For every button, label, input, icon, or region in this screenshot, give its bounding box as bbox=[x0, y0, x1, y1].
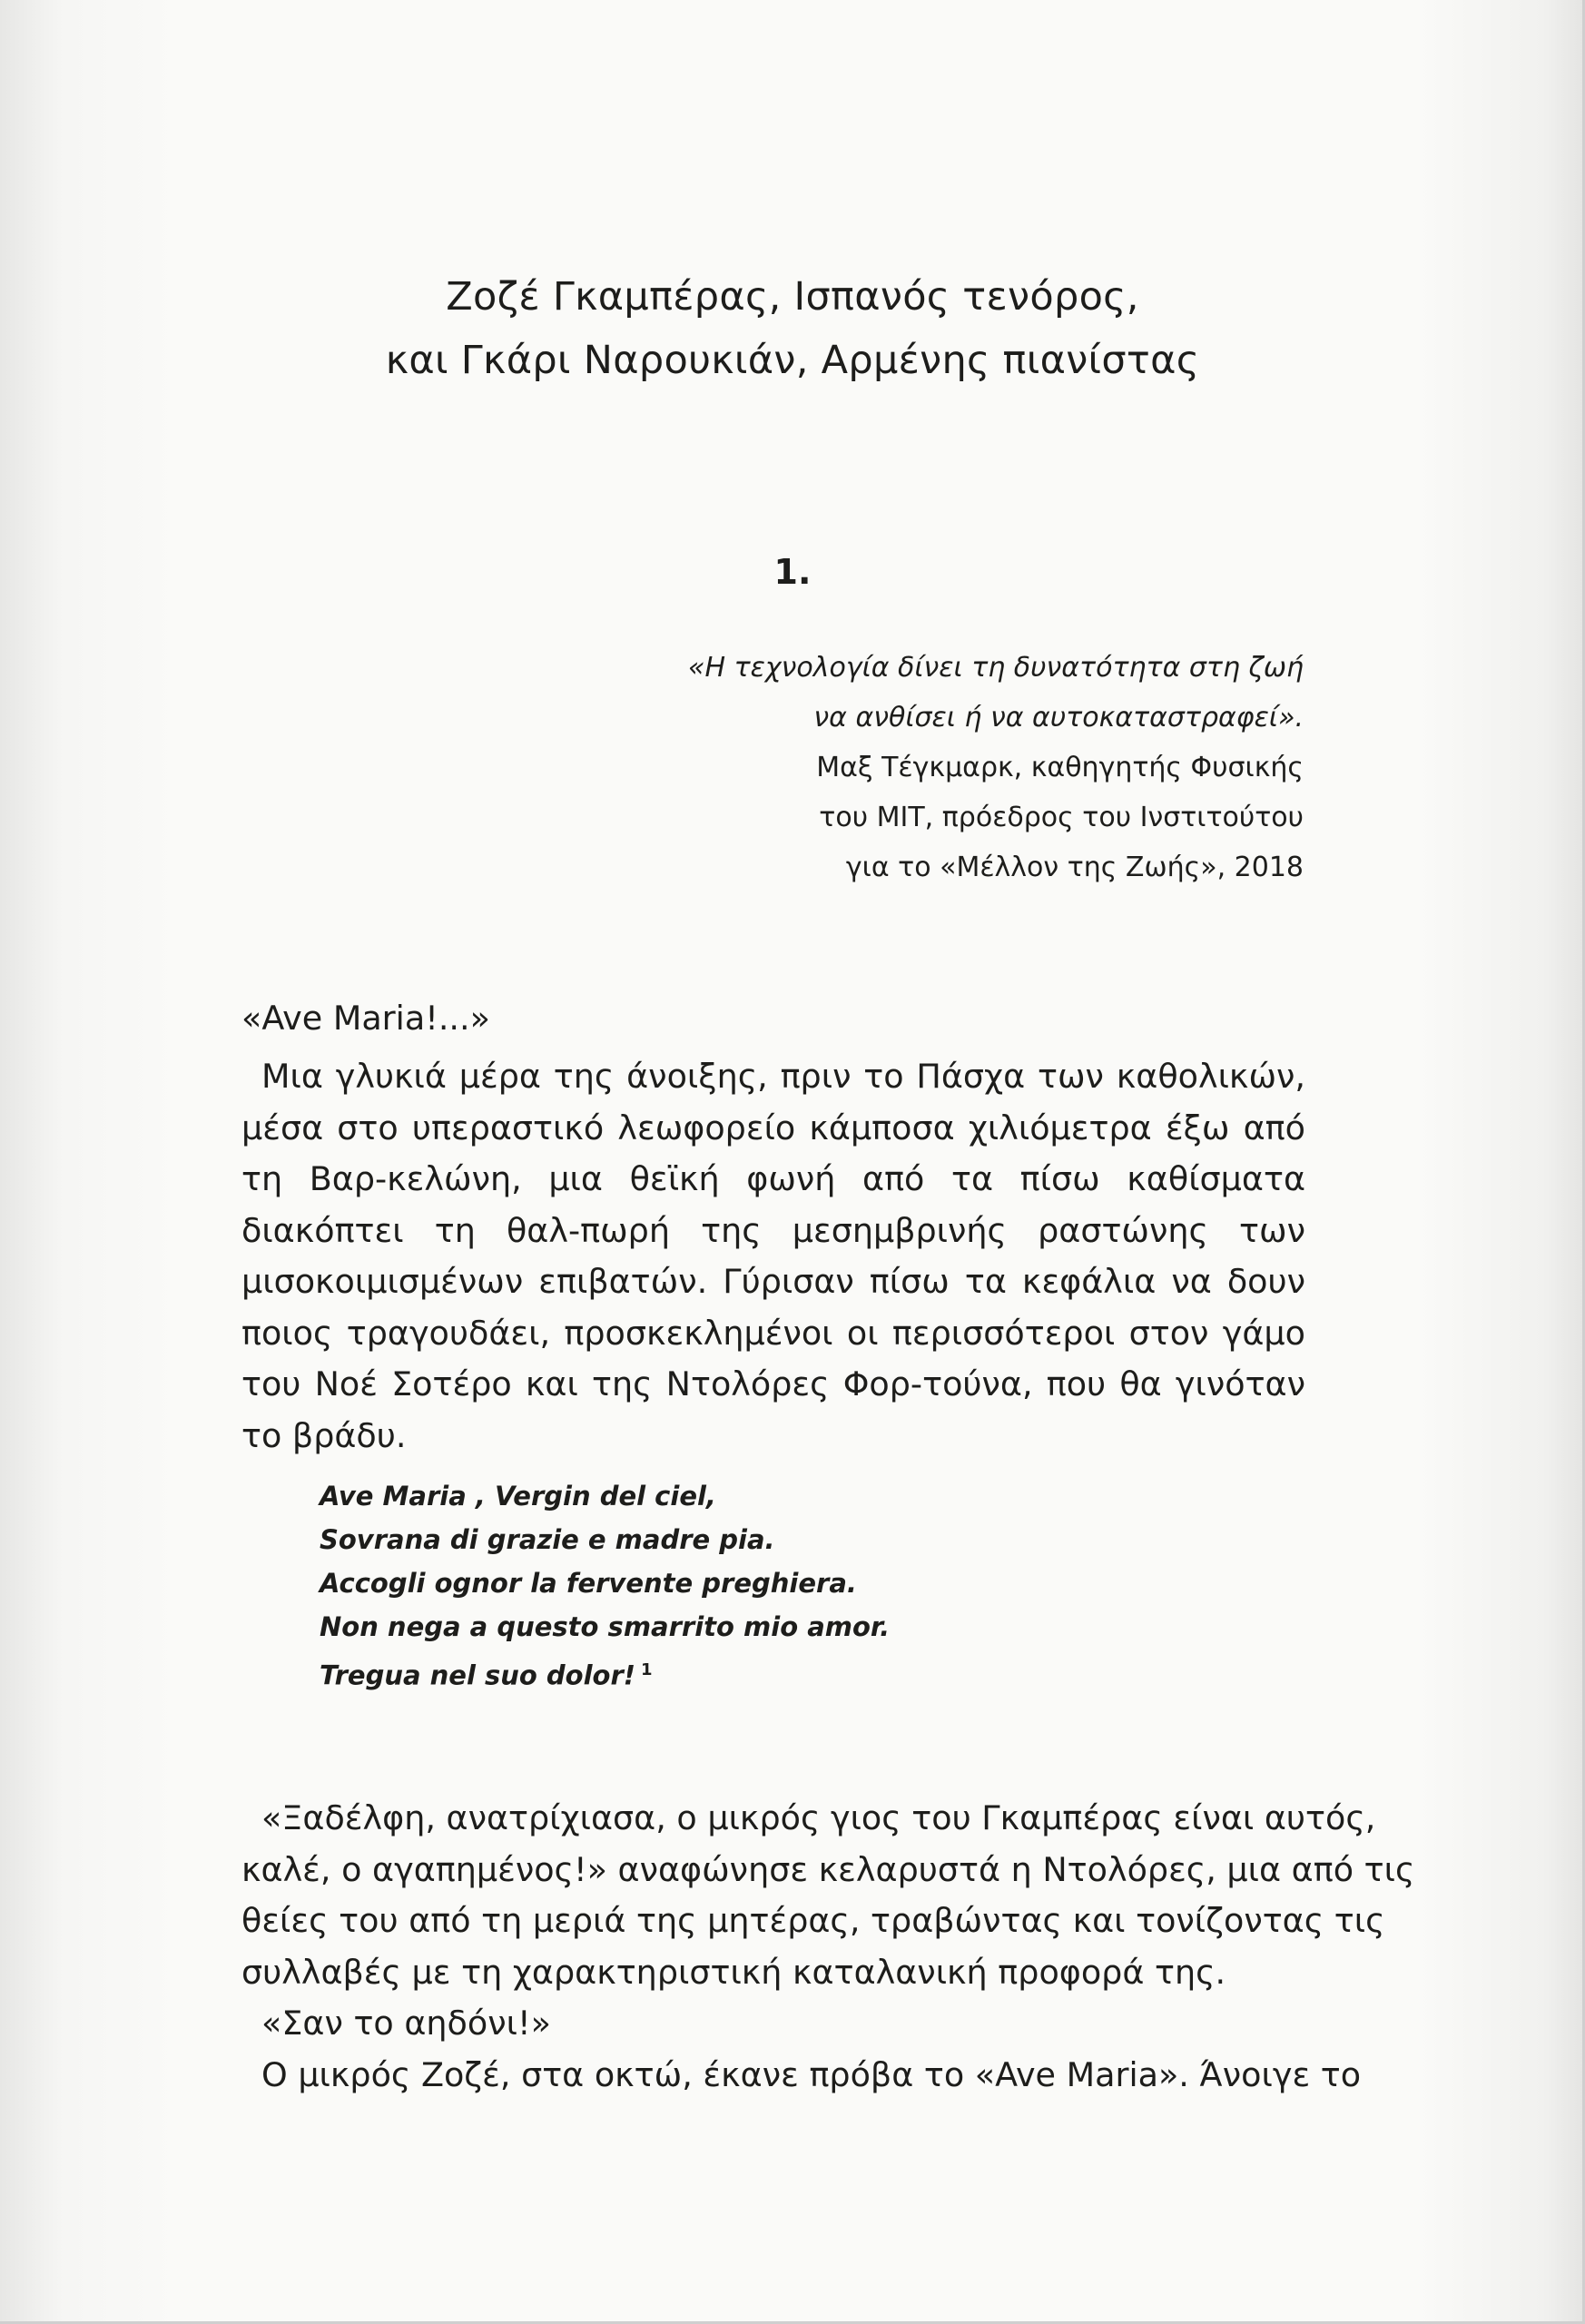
chapter-title-line-1: Ζοζέ Γκαμπέρας, Ισπανός τενόρος, bbox=[446, 274, 1139, 320]
p1-line-1: Μια γλυκιά μέρα της άνοιξης, πριν το Πάσχα των καθολικών, μέσα bbox=[241, 1057, 1305, 1147]
verse-line-5-text: Tregua nel suo dolor! bbox=[320, 1659, 635, 1691]
verse-line-3: Accogli ognor la fervente preghiera. bbox=[320, 1568, 857, 1599]
p1-line-6: οι περισσότεροι στον γάμο του Νοέ Σοτέρο και της Ντολόρες Φορ- bbox=[241, 1313, 1305, 1403]
opening-line: «Ave Maria!...» bbox=[241, 999, 490, 1038]
p2-line-4: συλλαβές με τη χαρακτηριστική καταλανική προφορά της. bbox=[241, 1952, 1226, 1992]
verse-line-5 bbox=[320, 1649, 890, 1698]
dialogue-line-4: Ο μικρός Ζοζέ, στα οκτώ, έκανε πρόβα το «Ave Maria». Άνοιγε το bbox=[261, 2054, 1362, 2094]
epigraph bbox=[688, 643, 1304, 892]
p2-line-1: «Ξαδέλφη, ανατρίχιασα, ο μικρός γιος του Γκαμπέρας είναι αυτός, bbox=[261, 1798, 1376, 1837]
section-number: 1. bbox=[773, 552, 812, 592]
p1-line-5: Γύρισαν πίσω τα κεφάλια να δουν ποιος τραγουδάει, προσκεκλημένοι bbox=[241, 1262, 1305, 1353]
song-verse bbox=[320, 1474, 890, 1698]
dialogue-line-3: «Σαν το αηδόνι!» bbox=[261, 2004, 551, 2043]
epigraph-attribution-line-2: του MIT, πρόεδρος του Ινστιτούτου bbox=[819, 802, 1304, 833]
chapter-title bbox=[0, 265, 1585, 392]
verse-line-4: Non nega a questo smarrito mio amor. bbox=[320, 1611, 891, 1642]
p1-line-4: πωρή της μεσημβρινής ραστώνης των μισοκοιμισμένων επιβατών. bbox=[241, 1210, 1305, 1301]
p2-line-2: καλέ, ο αγαπημένος!» αναφώνησε κελαρυστά η Ντολόρες, μια από τις bbox=[241, 1849, 1415, 1889]
p1-line-2: στο υπεραστικό λεωφορείο κάμποσα χιλιόμετρα έξω από τη Βαρ- bbox=[241, 1108, 1305, 1198]
epigraph-quote-line-2: να ανθίσει ή να αυτοκαταστραφεί». bbox=[813, 702, 1304, 734]
paragraph-1 bbox=[241, 1051, 1305, 1462]
footnote-marker: 1 bbox=[641, 1660, 653, 1679]
epigraph-attribution-line-3: για το «Μέλλον της Ζωής», 2018 bbox=[845, 852, 1304, 883]
p1-line-3: κελώνη, μια θεϊκή φωνή από τα πίσω καθίσματα διακόπτει τη θαλ- bbox=[241, 1159, 1305, 1250]
p2-line-3: θείες του από τη μεριά της μητέρας, τραβώντας και τονίζοντας τις bbox=[241, 1901, 1385, 1940]
paragraph-2 bbox=[241, 1793, 1415, 2101]
p1-line-7: τούνα, που θα γινόταν το βράδυ. bbox=[241, 1364, 1305, 1455]
chapter-title-line-2: και Γκάρι Ναρουκιάν, Αρμένης πιανίστας bbox=[385, 338, 1200, 383]
epigraph-attribution-line-1: Μαξ Τέγκμαρκ, καθηγητής Φυσικής bbox=[816, 752, 1304, 783]
verse-line-2: Sovrana di grazie e madre pia. bbox=[320, 1524, 775, 1555]
epigraph-quote-line-1: «Η τεχνολογία δίνει τη δυνατότητα στη ζωή bbox=[687, 652, 1304, 684]
paragraph-1-text bbox=[241, 1051, 1305, 1462]
verse-line-1: Ave Maria , Vergin del ciel, bbox=[320, 1481, 716, 1512]
